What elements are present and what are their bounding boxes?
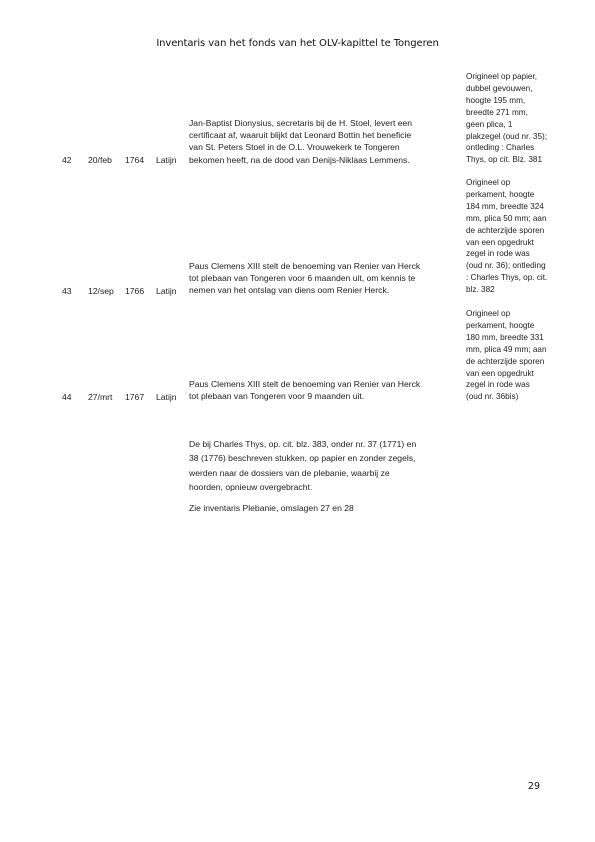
note-line: 184 mm, breedte 324 [466,201,544,211]
note-line: hoogte 195 mm, [466,95,526,105]
entry-date: 12/sep [88,286,114,296]
closing-paragraph-cross-reference [189,501,469,515]
entry-physical-description [466,71,562,166]
note-line: plakzegel (oud nr. 35); [466,131,548,141]
entry-date: 27/mrt [88,392,113,402]
note-line: Origineel op [466,309,511,318]
note-line: 180 mm, breedte 331 [466,332,544,342]
note-line: Origineel op papier, [466,72,538,81]
note-line: van een opgedrukt [466,368,534,378]
paragraph-line: 38 (1776) beschreven stukken, op papier en zonder zegels, [189,453,416,464]
note-line: de achterzijde sporen [466,225,545,235]
note-line: de achterzijde sporen [466,356,545,366]
note-line: ontleding : Charles [466,143,535,153]
entry-number: 44 [62,392,72,402]
description-line: Paus Clemens XIII stelt de benoeming van Renier van Herck [189,379,421,389]
note-line: dubbel gevouwen, [466,83,533,93]
entry-description [189,260,461,297]
note-line: Origineel op [466,178,511,187]
note-line: mm, plica 50 mm; aan [466,213,547,223]
entry-year: 1766 [125,286,145,296]
entry-description [189,378,461,402]
description-line: van St. Peters Stoel in de O.L. Vrouwekerk te Tongeren [189,142,400,153]
description-line: nemen van het ontslag van diens oom Renier Herck. [189,285,390,296]
note-line: blz. 382 [466,285,495,295]
note-line: perkament, hoogte [466,320,535,330]
note-line: (oud nr. 36); ontleding [466,261,546,271]
entry-number: 42 [62,155,72,165]
entry-year: 1764 [125,155,145,165]
description-line: bekomen heeft, na de dood van Denijs-Niklaas Lemmens. [189,154,410,165]
closing-paragraph-transfer-note [189,437,469,495]
entry-year: 1767 [125,392,145,402]
entry-physical-description [466,308,562,403]
paragraph-line: Zie inventaris Plebanie, omslagen 27 en 28 [189,503,354,513]
page-header: Inventaris van het fonds van het OLV-kapittel te Tongeren [156,38,439,49]
note-line: Thys, op cit. Blz. 381 [466,155,542,165]
entry-physical-description [466,177,562,296]
note-line: zegel in rode was [466,249,530,259]
paragraph-line: hoorden, opnieuw overgebracht. [189,482,313,493]
entry-language: Latijn [156,286,177,296]
entry-language: Latijn [156,155,177,165]
note-line: breedte 271 mm, [466,107,528,117]
note-line: perkament, hoogte [466,189,535,199]
note-line: mm, plica 49 mm; aan [466,344,547,354]
note-line: (oud nr. 36bis) [466,392,519,402]
paragraph-line: werden naar de dossiers van de plebanie, waarbij ze [189,467,390,478]
paragraph-line: De bij Charles Thys, op. cit. blz. 383, onder nr. 37 (1771) en [189,439,417,449]
note-line: geen plica, 1 [466,119,513,129]
entry-language: Latijn [156,392,177,402]
note-line: : Charles Thys, op. cit. [466,273,548,283]
note-line: van een opgedrukt [466,237,534,247]
description-line: certificaat af, waaruit blijkt dat Leonard Bottin het beneficie [189,130,412,141]
description-line: tot plebaan van Tongeren voor 6 maanden uit, om kennis te [189,273,416,284]
entry-date: 20/feb [88,155,112,165]
description-line: Jan-Baptist Dionysius, secretaris bij de H. Stoel, levert een [189,118,413,128]
description-line: Paus Clemens XIII stelt de benoeming van Renier van Herck [189,261,421,271]
page-number: 29 [527,781,540,792]
entry-description [189,117,461,166]
note-line: zegel in rode was [466,380,530,390]
entry-number: 43 [62,286,72,296]
description-line: tot plebaan van Tongeren voor 9 maanden uit. [189,391,365,402]
